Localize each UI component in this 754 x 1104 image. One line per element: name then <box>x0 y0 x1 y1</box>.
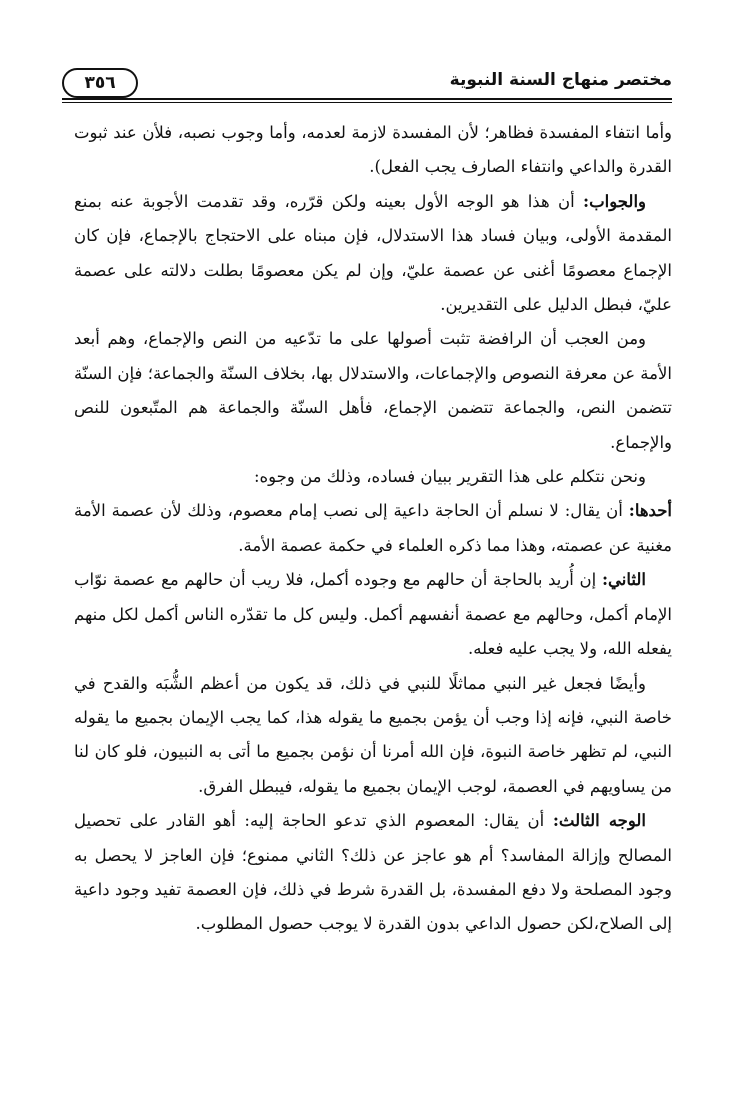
paragraph-text: ومن العجب أن الرافضة تثبت أصولها على ما تدّعيه من النص والإجماع، وهم أبعد الأمة عن معرفة النصوص والإجماعات، والاستدلال بها، بخلاف السنّة والجماعة؛ فإن السنّة تتضمن النص، والجماعة تتضمن الإجماع، فأهل السنّة والجماعة هم المتّبعون للنص والإجماع. <box>74 329 672 452</box>
paragraph <box>74 116 672 185</box>
paragraph <box>74 667 672 805</box>
paragraph-text: وأيضًا فجعل غير النبي مماثلًا للنبي في ذلك، قد يكون من أعظم الشُّبَه والقدح في خاصة النبي، فإنه إذا وجب أن يؤمن بجميع ما يقوله هذا، كما يجب الإيمان بجميع ما يقوله النبي، لم تظهر خاصة النبوة، فإن الله أمرنا أن نؤمن بجميع ما أتى به النبيون، فلو كان لنا من يساويهم في العصمة، لوجب الإيمان بجميع ما يقوله، فيبطل الفرق. <box>74 673 672 796</box>
paragraph-text: إن أُريد بالحاجة أن حالهم مع وجوده أكمل، فلا ريب أن حالهم مع عصمة نوّاب الإمام أكمل، وحالهم مع عصمة أنفسهم أكمل. وليس كل ما تقدّره الناس أكمل لكل منهم يفعله الله، ولا يجب عليه فعله. <box>74 570 672 659</box>
paragraph-text: أن يقال: لا نسلم أن الحاجة داعية إلى نصب إمام معصوم، وذلك لأن عصمة الأمة مغنية عن عصمته، وهذا مما ذكره العلماء في حكمة عصمة الأمة. <box>74 501 672 555</box>
body-text <box>74 116 672 942</box>
header-rule <box>62 98 672 100</box>
paragraph <box>74 460 672 494</box>
paragraph-lead: الوجه الثالث: <box>552 811 647 831</box>
paragraph-lead: أحدها: <box>628 501 672 521</box>
paragraph-text: ونحن نتكلم على هذا التقرير ببيان فساده، وذلك من وجوه: <box>253 467 646 487</box>
paragraph-lead: والجواب: <box>583 191 646 211</box>
paragraph-lead: الثاني: <box>601 570 646 590</box>
page-header <box>62 64 672 104</box>
paragraph <box>74 494 672 563</box>
paragraph <box>74 322 672 460</box>
paragraph-text: أن يقال: المعصوم الذي تدعو الحاجة إليه: أهو القادر على تحصيل المصالح وإزالة المفاسد؟ أم هو عاجز عن ذلك؟ الثاني ممنوع؛ فإن العاجز لا يحصل به وجود المصلحة ولا دفع المفسدة، بل القدرة شرط في ذلك، فإن العصمة تفيد وجود داعية إلى الصلاح،لكن حصول الداعي بدون القدرة لا يوجب حصول المطلوب. <box>74 811 672 934</box>
paragraph <box>74 563 672 666</box>
paragraph <box>74 804 672 942</box>
paragraph-text: أن هذا هو الوجه الأول بعينه ولكن قرّره، وقد تقدمت الأجوبة عنه بمنع المقدمة الأولى، وبيان فساد هذا الاستدلال، فإن مبناه على الاحتجاج بالإجماع، فإن كان الإجماع معصومًا أغنى عن عصمة عليّ، وإن لم يكن معصومًا بطلت دلالته على عصمة عليّ، فبطل الدليل على التقديرين. <box>74 191 672 315</box>
page-number-badge: ٣٥٦ <box>62 68 138 98</box>
running-title: مختصر منهاج السنة النبوية <box>449 70 672 90</box>
paragraph-text: وأما انتفاء المفسدة فظاهر؛ لأن المفسدة لازمة لعدمه، وأما وجوب نصبه، فلأن عند ثبوت القدرة والداعي وانتفاء الصارف يجب الفعل). <box>74 123 672 177</box>
paragraph <box>74 185 672 323</box>
header-rule-thin <box>62 102 672 103</box>
